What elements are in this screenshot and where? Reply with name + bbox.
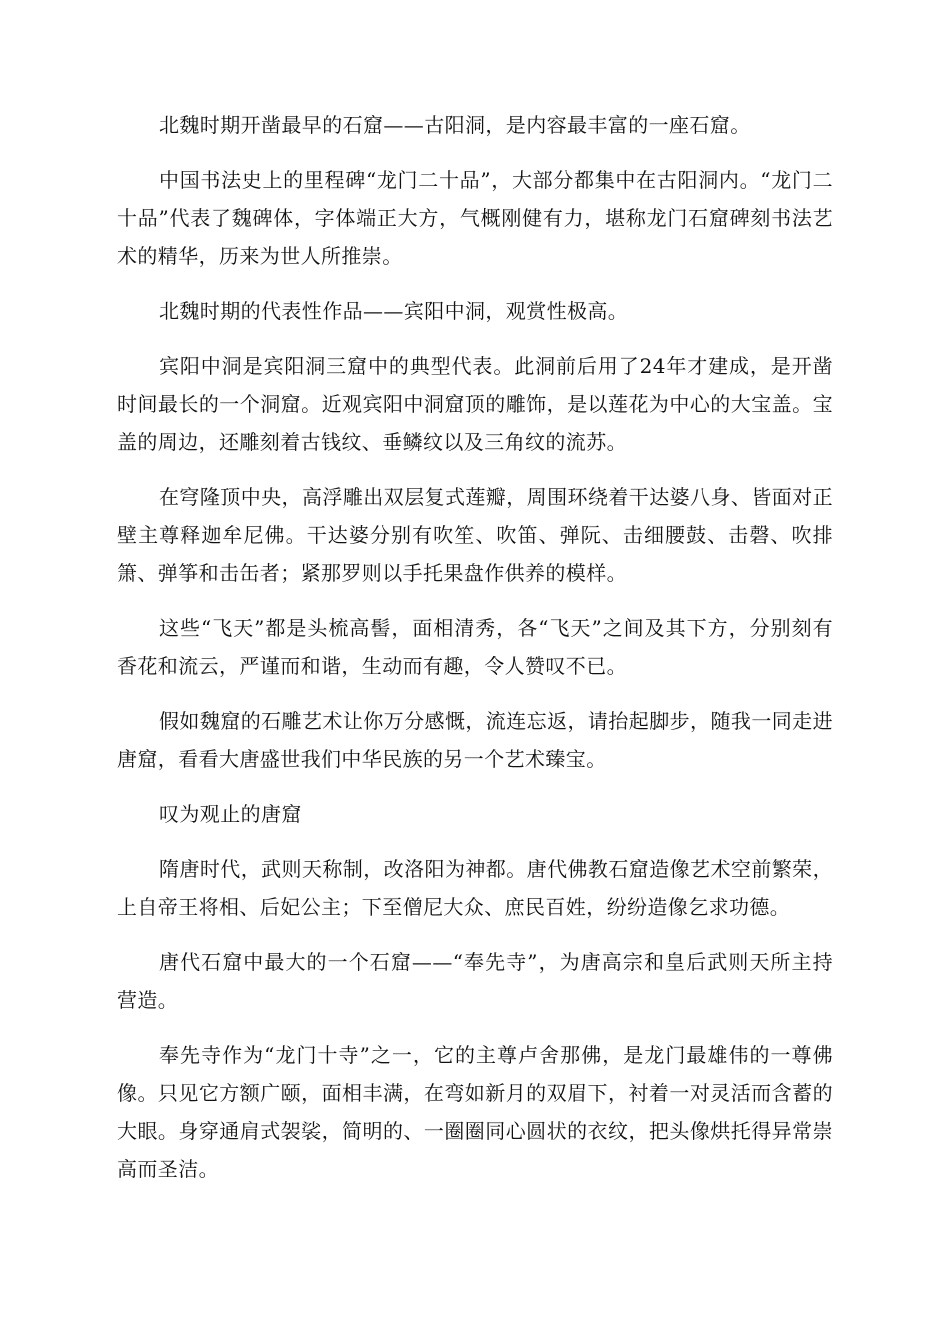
- paragraph-guyang-cave-intro: 北魏时期开凿最早的石窟——古阳洞，是内容最丰富的一座石窟。: [159, 113, 751, 137]
- paragraph-transition-tang-caves: 假如魏窟的石雕艺术让你万分感慨，流连忘返，请抬起脚步，随我一同走进唐窟，看看大唐盛世我们中华民族的另一个艺术臻宝。: [117, 709, 833, 771]
- document-page: [117, 106, 833, 1205]
- paragraph-fengxian-temple-intro: 唐代石窟中最大的一个石窟——“奉先寺”，为唐高宗和皇后武则天所主持营造。: [117, 950, 833, 1012]
- paragraph-binyang-cave-detail: 宾阳中洞是宾阳洞三窟中的典型代表。此洞前后用了24年才建成，是开凿时间最长的一个洞窟。近观宾阳中洞窟顶的雕饰，是以莲花为中心的大宝盖。宝盖的周边，还雕刻着古钱纹、垂鳞纹以及三角纹的流苏。: [117, 354, 833, 454]
- paragraph-binyang-cave-intro: 北魏时期的代表性作品——宾阳中洞，观赏性极高。: [159, 299, 629, 323]
- paragraph-sui-tang-era: 隋唐时代，武则天称制，改洛阳为神都。唐代佛教石窟造像艺术空前繁荣，上自帝王将相、后妃公主；下至僧尼大众、庶民百姓，纷纷造像乞求功德。: [117, 857, 833, 919]
- paragraph-dome-carvings: 在穹隆顶中央，高浮雕出双层复式莲瓣，周围环绕着干达婆八身、皆面对正壁主尊释迦牟尼佛。干达婆分别有吹笙、吹笛、弹阮、击细腰鼓、击磬、吹排箫、弹筝和击缶者；紧那罗则以手托果盘作供养的模样。: [117, 485, 833, 585]
- paragraph-flying-apsaras: 这些“飞天”都是头梳高髻，面相清秀，各“飞天”之间及其下方，分别刻有香花和流云，严谨而和谐，生动而有趣，令人赞叹不已。: [117, 616, 833, 678]
- paragraph-longmen-twenty-pieces: 中国书法史上的里程碑“龙门二十品”，大部分都集中在古阳洞内。“龙门二十品”代表了魏碑体，字体端正大方，气概刚健有力，堪称龙门石窟碑刻书法艺术的精华，历来为世人所推崇。: [117, 168, 833, 268]
- section-heading-tang-caves: 叹为观止的唐窟: [159, 802, 302, 826]
- paragraph-vairocana-buddha: 奉先寺作为“龙门十寺”之一，它的主尊卢舍那佛，是龙门最雄伟的一尊佛像。只见它方额广颐，面相丰满，在弯如新月的双眉下，衬着一对灵活而含蓄的大眼。身穿通肩式袈裟，简明的、一圈圈同心圆状的衣纹，把头像烘托得异常崇高而圣洁。: [117, 1043, 833, 1181]
